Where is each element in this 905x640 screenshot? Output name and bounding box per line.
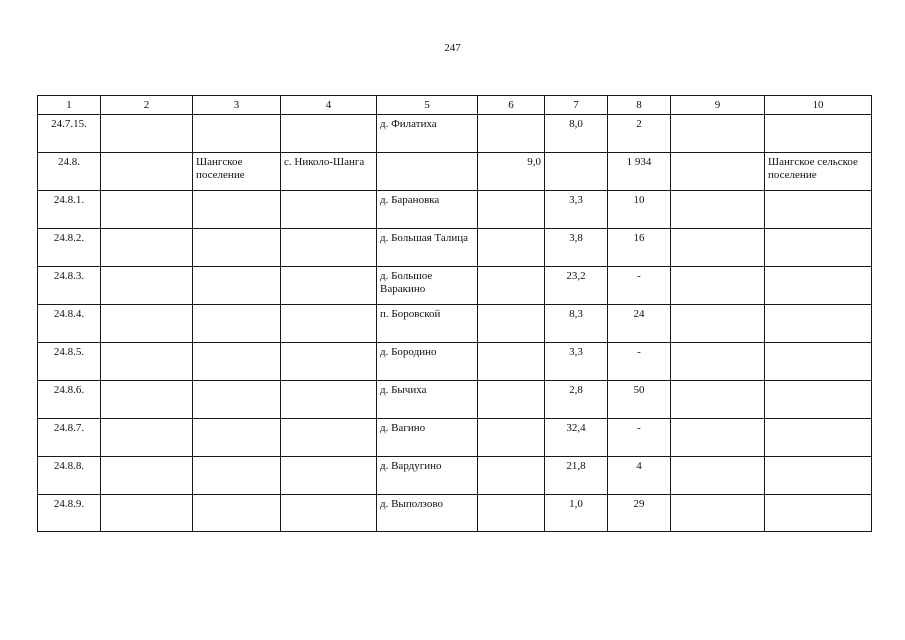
distance-cell: [478, 191, 545, 229]
population-cell: -: [608, 267, 671, 305]
municipality-cell: [193, 343, 281, 381]
table-row: [38, 153, 872, 191]
settlement-cell: д. Большая Талица: [377, 229, 478, 267]
table-row: [38, 457, 872, 495]
note-cell: [765, 495, 872, 532]
note-cell: [765, 191, 872, 229]
table-cell: [671, 305, 765, 343]
center-cell: [281, 495, 377, 532]
distance-cell: [478, 267, 545, 305]
note-cell: [765, 229, 872, 267]
population-cell: 4: [608, 457, 671, 495]
settlement-cell: д. Вардугино: [377, 457, 478, 495]
center-cell: [281, 191, 377, 229]
distance-cell: 3,8: [545, 229, 608, 267]
table-cell: [101, 191, 193, 229]
center-cell: с. Николо-Шанга: [281, 153, 377, 191]
row-number-cell: 24.8.3.: [38, 267, 101, 305]
column-header: 5: [377, 96, 478, 115]
table-row: [38, 229, 872, 267]
municipality-cell: [193, 191, 281, 229]
column-header: 8: [608, 96, 671, 115]
municipality-cell: Шангское поселение: [193, 153, 281, 191]
population-cell: 16: [608, 229, 671, 267]
note-cell: [765, 343, 872, 381]
page-number: 247: [444, 42, 461, 54]
center-cell: [281, 115, 377, 153]
population-cell: 29: [608, 495, 671, 532]
note-cell: [765, 305, 872, 343]
municipality-cell: [193, 305, 281, 343]
settlement-cell: д. Бородино: [377, 343, 478, 381]
table-row: [38, 381, 872, 419]
settlement-cell: [377, 153, 478, 191]
municipality-cell: [193, 457, 281, 495]
distance-cell: 9,0: [478, 153, 545, 191]
table-cell: [101, 229, 193, 267]
center-cell: [281, 419, 377, 457]
settlement-cell: д. Вагино: [377, 419, 478, 457]
settlement-cell: д. Филатиха: [377, 115, 478, 153]
distance-cell: [545, 153, 608, 191]
distance-cell: 23,2: [545, 267, 608, 305]
distance-cell: [478, 457, 545, 495]
table-cell: [101, 457, 193, 495]
row-number-cell: 24.8.7.: [38, 419, 101, 457]
municipality-cell: [193, 381, 281, 419]
table-cell: [101, 115, 193, 153]
table-cell: [671, 153, 765, 191]
table-row: [38, 267, 872, 305]
table-cell: [671, 495, 765, 532]
population-cell: 50: [608, 381, 671, 419]
population-cell: 10: [608, 191, 671, 229]
distance-cell: [478, 229, 545, 267]
center-cell: [281, 381, 377, 419]
table-row: [38, 305, 872, 343]
distance-cell: [478, 419, 545, 457]
row-number-cell: 24.8.4.: [38, 305, 101, 343]
distance-cell: [478, 495, 545, 532]
distance-cell: 8,0: [545, 115, 608, 153]
table-row: [38, 191, 872, 229]
distance-cell: [478, 115, 545, 153]
table-cell: [101, 153, 193, 191]
population-cell: 24: [608, 305, 671, 343]
distance-cell: 1,0: [545, 495, 608, 532]
column-header: 9: [671, 96, 765, 115]
distance-cell: 32,4: [545, 419, 608, 457]
table-cell: [671, 381, 765, 419]
note-cell: [765, 115, 872, 153]
municipality-cell: [193, 115, 281, 153]
row-number-cell: 24.8.6.: [38, 381, 101, 419]
settlement-cell: д. Барановка: [377, 191, 478, 229]
distance-cell: 8,3: [545, 305, 608, 343]
table-cell: [671, 267, 765, 305]
column-header: 10: [765, 96, 872, 115]
column-header: 1: [38, 96, 101, 115]
center-cell: [281, 305, 377, 343]
settlements-table: [37, 95, 872, 532]
table-row: [38, 419, 872, 457]
column-header: 2: [101, 96, 193, 115]
table-cell: [671, 457, 765, 495]
population-cell: 1 934: [608, 153, 671, 191]
row-number-cell: 24.8.2.: [38, 229, 101, 267]
distance-cell: [478, 305, 545, 343]
distance-cell: 3,3: [545, 191, 608, 229]
row-number-cell: 24.8.: [38, 153, 101, 191]
row-number-cell: 24.8.5.: [38, 343, 101, 381]
settlement-cell: д. Большое Варакино: [377, 267, 478, 305]
table-cell: [671, 191, 765, 229]
settlement-cell: д. Выползово: [377, 495, 478, 532]
municipality-cell: [193, 495, 281, 532]
population-cell: -: [608, 419, 671, 457]
note-cell: [765, 267, 872, 305]
population-cell: 2: [608, 115, 671, 153]
table-row: [38, 115, 872, 153]
table-header-row: [38, 96, 872, 115]
table-row: [38, 495, 872, 532]
note-cell: [765, 381, 872, 419]
settlement-cell: п. Боровской: [377, 305, 478, 343]
column-header: 3: [193, 96, 281, 115]
distance-cell: 2,8: [545, 381, 608, 419]
table-cell: [101, 305, 193, 343]
table-cell: [671, 343, 765, 381]
column-header: 7: [545, 96, 608, 115]
note-cell: Шангское сельское поселение: [765, 153, 872, 191]
center-cell: [281, 267, 377, 305]
row-number-cell: 24.7.15.: [38, 115, 101, 153]
municipality-cell: [193, 419, 281, 457]
settlement-cell: д. Бычиха: [377, 381, 478, 419]
center-cell: [281, 343, 377, 381]
municipality-cell: [193, 229, 281, 267]
column-header: 4: [281, 96, 377, 115]
municipality-cell: [193, 267, 281, 305]
table-cell: [101, 381, 193, 419]
center-cell: [281, 457, 377, 495]
distance-cell: [478, 343, 545, 381]
note-cell: [765, 419, 872, 457]
row-number-cell: 24.8.9.: [38, 495, 101, 532]
distance-cell: [478, 381, 545, 419]
table-cell: [101, 267, 193, 305]
row-number-cell: 24.8.1.: [38, 191, 101, 229]
table-row: [38, 343, 872, 381]
table-cell: [671, 229, 765, 267]
table-cell: [101, 343, 193, 381]
table-cell: [101, 495, 193, 532]
row-number-cell: 24.8.8.: [38, 457, 101, 495]
column-header: 6: [478, 96, 545, 115]
table-cell: [101, 419, 193, 457]
note-cell: [765, 457, 872, 495]
table-cell: [671, 419, 765, 457]
table-cell: [671, 115, 765, 153]
distance-cell: 3,3: [545, 343, 608, 381]
population-cell: -: [608, 343, 671, 381]
center-cell: [281, 229, 377, 267]
distance-cell: 21,8: [545, 457, 608, 495]
